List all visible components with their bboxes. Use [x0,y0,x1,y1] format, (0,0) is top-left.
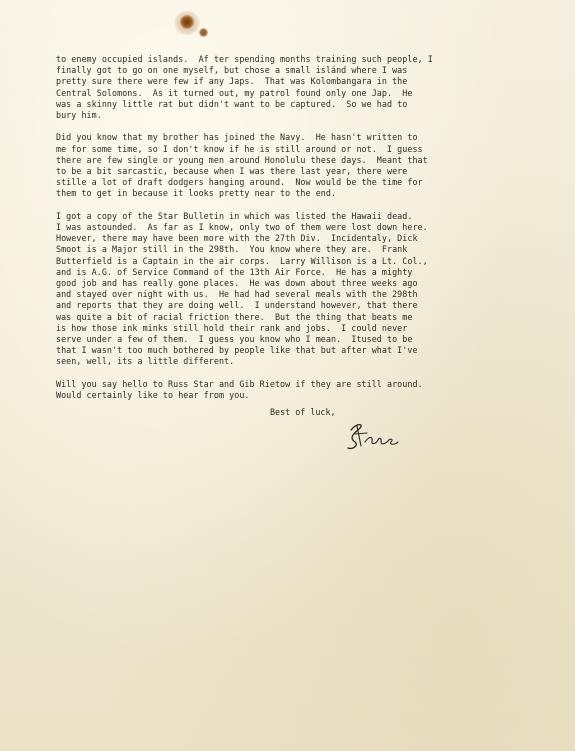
text-line: finally got to go on one myself, but chose a small islánd where I was [56,65,408,76]
text-line: and stayed over night with us. He had had several meals with the 298th [56,289,418,300]
text-line: seen, well, its a little different. [56,356,235,367]
text-line: Smoot is a Major still in the 298th. You know where they are. Frank [56,244,408,255]
text-line: me for some time, so I don't know if he is still around or not. I guess [56,143,423,154]
text-line: Will you say hello to Russ Star and Gib Rietow if they are still around. [56,378,423,389]
letter-body [56,54,526,412]
text-line: pretty sure there were few if any Japs. That was Kolombangara in the [56,76,408,87]
text-line: there are few single or young men around Honolulu these days. Meant that [56,154,428,165]
text-line: to enemy occupied islands. Af ter spending months training such people, I [56,54,433,64]
paragraph [56,54,526,121]
text-line: Central Solomons. As it turned out, my patrol found only one Jap. He [56,87,413,98]
text-line: that I wasn't too much bothered by people like that but after what I've [56,345,418,356]
text-line: good job and has really gone places. He was down about three weeks ago [56,278,418,289]
text-line: to be a bit sarcastic, because when I was there last year, there were [56,166,408,177]
text-line: I was astounded. As far as I know, only two of them were lost down here. [56,222,428,233]
paragraph [56,211,526,368]
text-line: However, there may have been more with the 27th Div. Incidentaly, Dick [56,233,418,244]
paragraph [56,379,526,401]
text-line: and is A.G. of Service Command of the 13th Air Force. He has a mighty [56,266,413,277]
text-line: was a skinny little rat but didn't want to be captured. So we had to [56,98,408,109]
text-line: was quite a bit of racial friction there. But the thing that beats me [56,311,413,322]
text-line: is how those ink minks still hold their rank and jobs. I could never [56,322,408,333]
stain-mark [180,15,194,29]
text-line: Would certainly like to hear from you. [56,390,250,401]
text-line: I got a copy of the Star Bulletin in which was listed the Hawaii dead. [56,210,413,221]
closing-line: Best of luck, [270,407,336,417]
text-line: and reports that they are doing well. I understand however, that there [56,300,418,311]
text-line: bury him. [56,110,102,121]
text-line: stille a lot of draft dodgers hanging around. Now would be the time for [56,177,423,188]
text-line: Butterfield is a Captain in the air corps. Larry Willison is a Lt. Col., [56,255,428,266]
stain-mark [199,28,208,37]
text-line: serve under a few of them. I guess you know who I mean. Itused to be [56,334,413,345]
handwritten-signature [345,420,400,454]
paragraph [56,132,526,199]
text-line: Did you know that my brother has joined the Navy. He hasn't written to [56,132,418,143]
text-line: them to get in because it looks pretty near to the end. [56,188,337,199]
